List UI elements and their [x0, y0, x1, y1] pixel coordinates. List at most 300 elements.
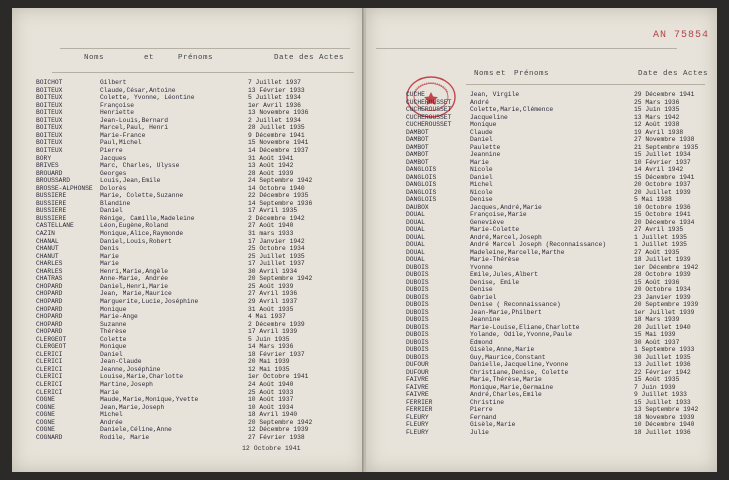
entry-act-date: 15 Juin 1935: [634, 106, 680, 113]
entry-given-names: Marie-France: [100, 131, 146, 139]
entry-surname: FERRIER: [406, 398, 433, 406]
entry-given-names: André: [470, 98, 489, 106]
entry-act-date: 20 Octobre 1937: [634, 181, 691, 188]
entry-surname: CLERICI: [36, 388, 63, 396]
entry-act-date: 20 Septembre 1942: [248, 275, 313, 283]
entry-act-date: 27 Avril 1935: [634, 226, 684, 233]
entry-act-date: 10 Octobre 1936: [634, 203, 691, 211]
entry-surname: DUBOIS: [406, 278, 429, 286]
entry-act-date: 5 Juin 1935: [248, 335, 290, 343]
entry-given-names: Jacques: [100, 154, 127, 162]
entry-surname: DOUAL: [406, 248, 425, 256]
entry-given-names: Daniel: [100, 207, 123, 215]
entry-given-names: Jean-Marie,Philbert: [470, 308, 542, 316]
entry-given-names: Dolorès: [100, 184, 127, 192]
entry-surname: DAMBOT: [406, 158, 429, 166]
entry-act-date: 24 Septembre 1942: [248, 177, 313, 185]
entry-surname: BUSSIERE: [36, 207, 67, 215]
entry-surname: CAZIN: [36, 230, 55, 237]
entry-given-names: Michel: [100, 411, 123, 419]
entry-surname: DUBOIS: [406, 338, 429, 346]
entry-act-date: 15 Août 1935: [634, 376, 680, 383]
entry-act-date: 29 Décembre 1941: [634, 91, 695, 98]
entry-given-names: Suzanne: [100, 320, 127, 328]
entry-act-date: 25 Août 1933: [248, 388, 294, 396]
entry-act-date: 10 Février 1937: [634, 158, 691, 166]
entry-surname: DAMBOT: [406, 136, 429, 143]
entry-given-names: Gisèle,Marie: [470, 421, 516, 428]
entry-surname: CHATRAS: [36, 275, 63, 283]
entry-act-date: 1er Décembre 1942: [634, 263, 699, 271]
entry-act-date: 20 Juillet 1940: [634, 323, 691, 331]
entry-surname: COGNE: [36, 426, 55, 434]
entry-surname: DOUAL: [406, 241, 425, 248]
entry-surname: DAUBOX: [406, 203, 429, 211]
entry-act-date: 21 Septembre 1935: [634, 143, 699, 151]
entry-given-names: Andrée: [100, 418, 123, 426]
entry-surname: DOUAL: [406, 226, 425, 233]
entry-act-date: 14 Octobre 1940: [248, 184, 305, 192]
entry-act-date: 13 Août 1942: [248, 162, 294, 170]
entry-act-date: 7 Juin 1939: [634, 383, 676, 391]
entry-surname: BOITEUX: [36, 146, 63, 154]
entry-given-names: Marc, Charles, Ulysse: [100, 162, 180, 170]
entry-surname: CHANUT: [36, 245, 59, 253]
entry-surname: DOUAL: [406, 211, 425, 218]
entry-act-date: 24 Août 1940: [248, 381, 294, 388]
entry-surname: BOITEUX: [36, 109, 63, 117]
entry-given-names: Jeanne,Joséphine: [100, 365, 161, 373]
entry-surname: DOUAL: [406, 256, 425, 263]
entry-given-names: Gabriel: [470, 293, 497, 301]
entry-surname: BROUSSARD: [36, 177, 71, 185]
entry-surname: BOICHOT: [36, 79, 63, 86]
entry-act-date: 30 Juillet 1935: [634, 353, 691, 361]
entry-surname: DUBOIS: [406, 293, 429, 301]
entry-act-date: 14 Mars 1936: [248, 343, 294, 351]
entry-act-date: 1er Juillet 1939: [634, 308, 695, 316]
entry-given-names: Georges: [100, 169, 127, 177]
entry-act-date: 28 Juillet 1935: [248, 124, 305, 132]
register-entry: [366, 428, 717, 437]
entry-surname: COGNE: [36, 396, 55, 404]
entry-given-names: Nicole: [470, 166, 493, 173]
entry-act-date: 18 Février 1937: [248, 350, 305, 358]
entry-surname: DUBOIS: [406, 308, 429, 316]
entry-act-date: 13 Septembre 1942: [634, 406, 699, 413]
entry-given-names: Jacqueline: [470, 113, 508, 121]
entry-given-names: Daniel: [470, 136, 493, 143]
entry-surname: BUSSIERE: [36, 214, 67, 222]
entry-given-names: Emile,Jules,Albert: [470, 271, 539, 278]
entry-given-names: André,Charles,Emile: [470, 391, 542, 398]
entry-given-names: Jean-Claude: [100, 358, 142, 366]
entry-surname: DUBOIS: [406, 346, 429, 353]
entry-given-names: Nicole: [470, 188, 493, 196]
entry-act-date: 27 Février 1938: [248, 433, 305, 441]
entry-surname: CUCHEROUSSET: [406, 121, 452, 128]
entry-given-names: Jean, Virgile: [470, 91, 520, 98]
entry-surname: BRIVES: [36, 162, 59, 170]
entry-given-names: Marie,Thérèse,Marie: [470, 376, 542, 383]
entry-act-date: 20 Octobre 1934: [634, 286, 691, 293]
entry-act-date: 5 Juillet 1934: [248, 94, 301, 102]
entry-surname: DUBOIS: [406, 301, 429, 308]
entry-given-names: Colette: [100, 335, 127, 343]
col-header-prenoms: Prénoms: [514, 70, 550, 78]
entry-act-date: 27 Avril 1936: [248, 290, 298, 298]
entry-given-names: Marie: [100, 388, 119, 396]
header-underline: [466, 84, 705, 85]
entry-surname: CHARLES: [36, 260, 63, 268]
entry-act-date: 5 Mai 1938: [634, 196, 672, 203]
entry-given-names: Danielle,Jacqueline,Yvonne: [470, 361, 569, 368]
entry-act-date: 15 Mai 1939: [634, 331, 676, 338]
entry-given-names: Yvonne: [470, 263, 493, 271]
entry-surname: BOITEUX: [36, 131, 63, 139]
col-header-noms: Noms: [474, 70, 495, 78]
entry-surname: DANGLOIS: [406, 173, 437, 181]
entry-given-names: Daniel,Louis,Robert: [100, 237, 172, 245]
entry-surname: FAIVRE: [406, 376, 429, 383]
entry-given-names: Rénige, Camille,Madeleine: [100, 214, 195, 222]
entry-act-date: 22 Février 1942: [634, 368, 691, 376]
entry-surname: DUBOIS: [406, 286, 429, 293]
entry-given-names: Jeannine: [470, 151, 501, 158]
entry-act-date: 25 Août 1939: [248, 282, 294, 290]
entry-act-date: 18 Juillet 1936: [634, 428, 691, 436]
entry-surname: CLERICI: [36, 365, 63, 373]
entry-surname: CHANAL: [36, 237, 59, 245]
entry-given-names: Daniel: [470, 173, 493, 181]
entry-surname: DUBOIS: [406, 271, 429, 278]
entry-surname: CHOPARD: [36, 328, 63, 336]
entry-given-names: Colette, Yvonne, Léontine: [100, 94, 195, 102]
entry-act-date: 2 Juillet 1934: [248, 116, 301, 124]
entry-surname: DUFOUR: [406, 368, 429, 376]
col-header-et: et: [496, 70, 507, 78]
col-header-date: Date des Actes: [274, 54, 345, 62]
entry-act-date: 15 Décembre 1941: [634, 173, 695, 181]
entry-given-names: Martine,Joseph: [100, 381, 153, 388]
entry-act-date: 9 Juillet 1933: [634, 391, 687, 398]
entry-act-date: 1 Juillet 1935: [634, 233, 687, 241]
entry-act-date: 18 Mars 1939: [634, 316, 680, 323]
entry-surname: CHANUT: [36, 252, 59, 260]
entry-surname: FLEURY: [406, 421, 429, 428]
entry-given-names: Marguerite,Lucie,Joséphine: [100, 297, 199, 305]
entry-given-names: Marie: [100, 252, 119, 260]
entry-surname: DANGLOIS: [406, 196, 437, 203]
entry-given-names: Marie-Thérèse: [470, 256, 520, 263]
entry-surname: CLERICI: [36, 381, 63, 388]
entry-act-date: 1er Octobre 1941: [248, 373, 309, 381]
entry-surname: FLEURY: [406, 413, 429, 421]
entry-surname: BOITEUX: [36, 101, 63, 109]
entry-act-date: 19 Avril 1938: [634, 128, 684, 136]
header-rule: [376, 48, 677, 49]
entry-surname: DUBOIS: [406, 353, 429, 361]
right-register-page: [366, 8, 717, 472]
entry-given-names: Monique: [470, 121, 497, 128]
entry-given-names: Edmond: [470, 338, 493, 346]
entry-surname: CHOPARD: [36, 297, 63, 305]
entry-given-names: Jean, Marie,Maurice: [100, 290, 172, 298]
entry-given-names: Marcel,Paul, Henri: [100, 124, 169, 132]
entry-act-date: 13 Mars 1942: [634, 113, 680, 121]
entry-surname: CHOPARD: [36, 305, 63, 313]
entry-act-date: 14 Décembre 1937: [248, 146, 309, 154]
entry-act-date: 2 Décembre 1939: [248, 320, 305, 328]
entry-act-date: 28 Août 1939: [248, 169, 294, 177]
entry-given-names: Christine: [470, 398, 505, 406]
entry-given-names: Françoise,Marie: [470, 211, 527, 218]
entry-given-names: Monique,Marie,Germaine: [470, 383, 554, 391]
entry-act-date: 12 Août 1938: [634, 121, 680, 128]
entry-act-date: 2 Décembre 1942: [248, 214, 305, 222]
entry-given-names: Jean,Marie,Joseph: [100, 403, 165, 411]
entry-given-names: Marie: [470, 158, 489, 166]
entry-act-date: 12 Mai 1935: [248, 365, 290, 373]
entry-surname: CUCHEROUSSET: [406, 98, 452, 106]
entry-given-names: Henri,Marie,Angèle: [100, 267, 169, 275]
entry-surname: COGNE: [36, 411, 55, 419]
entry-act-date: 25 Octobre 1934: [248, 245, 305, 253]
entry-surname: BOITEUX: [36, 116, 63, 124]
header-rule: [60, 48, 350, 49]
entry-given-names: Léon,Eugène,Roland: [100, 222, 169, 230]
entry-act-date: 10 Août 1934: [248, 403, 294, 411]
entry-act-date: 13 Juillet 1936: [634, 361, 691, 368]
entry-surname: DANGLOIS: [406, 188, 437, 196]
register-entry: [12, 433, 364, 442]
entry-surname: BROUARD: [36, 169, 63, 177]
entry-surname: BORY: [36, 154, 52, 162]
entry-given-names: Marie-Louise,Eliane,Charlotte: [470, 323, 580, 331]
entry-given-names: Madeleine,Marcelle,Marthe: [470, 248, 565, 256]
entry-surname: CLERGEOT: [36, 343, 67, 351]
footer-date: 12 Octobre 1941: [242, 445, 301, 452]
entry-act-date: 30 Avril 1934: [248, 267, 298, 275]
entry-given-names: Monique: [100, 343, 127, 351]
entry-surname: CUCHEROUSSET: [406, 113, 452, 121]
entry-act-date: 18 Juillet 1939: [634, 256, 691, 263]
entry-act-date: 7 Juillet 1937: [248, 79, 301, 86]
entry-act-date: 9 Décembre 1941: [248, 131, 305, 139]
entry-given-names: Claude: [470, 128, 493, 136]
entry-given-names: Julie: [470, 428, 489, 436]
entry-given-names: Michel: [470, 181, 493, 188]
entry-act-date: 17 Juillet 1937: [248, 260, 305, 268]
entry-act-date: 31 Août 1935: [248, 305, 294, 313]
entry-given-names: Gilbert: [100, 79, 127, 86]
entry-surname: CLERGEOT: [36, 335, 67, 343]
entry-surname: DUBOIS: [406, 316, 429, 323]
entry-act-date: 27 Août 1935: [634, 248, 680, 256]
entry-given-names: Marie: [100, 260, 119, 268]
entry-surname: BUSSIERE: [36, 199, 67, 207]
entry-surname: CHOPARD: [36, 282, 63, 290]
entry-act-date: 13 Novembre 1936: [248, 109, 309, 117]
entry-surname: CASTELLANE: [36, 222, 74, 230]
entry-act-date: 25 Mars 1936: [634, 98, 680, 106]
entry-given-names: Jean-Louis,Bernard: [100, 116, 169, 124]
entry-given-names: Denise, Emile: [470, 278, 520, 286]
entry-given-names: André,Marcel,Joseph: [470, 233, 542, 241]
entry-given-names: Louis,Jean,Emile: [100, 177, 161, 185]
col-header-et: et: [144, 54, 155, 62]
entry-given-names: Henriette: [100, 109, 135, 117]
entry-given-names: Jacques,André,Marie: [470, 203, 542, 211]
entry-act-date: 29 Avril 1937: [248, 297, 298, 305]
entry-given-names: Claude,César,Antoine: [100, 86, 176, 94]
entry-surname: DAMBOT: [406, 151, 429, 158]
entry-given-names: Geneviève: [470, 218, 505, 226]
entry-given-names: Marie, Colette,Suzanne: [100, 192, 184, 200]
entry-surname: DUBOIS: [406, 323, 429, 331]
entry-act-date: 20 Décembre 1934: [634, 218, 695, 226]
entry-act-date: 15 Novembre 1941: [248, 139, 309, 147]
col-header-noms: Noms: [84, 54, 105, 62]
entry-given-names: Anne-Marie, Andrée: [100, 275, 169, 283]
entry-surname: CHOPARD: [36, 320, 63, 328]
entry-surname: CUCHEROUSSET: [406, 106, 452, 113]
entry-given-names: Christiane,Denise, Colette: [470, 368, 569, 376]
entry-surname: DOUAL: [406, 218, 425, 226]
entry-given-names: Jeannine: [470, 316, 501, 323]
entry-act-date: 20 Mai 1939: [248, 358, 290, 366]
entry-given-names: Marie-Colette: [470, 226, 520, 233]
entry-surname: CHOPARD: [36, 313, 63, 321]
entry-act-date: 28 Octobre 1939: [634, 271, 691, 278]
entry-surname: FAIVRE: [406, 383, 429, 391]
entry-given-names: Paulette: [470, 143, 501, 151]
entry-given-names: Monique: [100, 305, 127, 313]
entry-given-names: Louise,Marie,Charlotte: [100, 373, 184, 381]
entry-surname: BOITEUX: [36, 124, 63, 132]
entry-surname: CLERICI: [36, 373, 63, 381]
entry-given-names: Maude,Marie,Monique,Yvette: [100, 396, 199, 404]
left-register-page: [12, 8, 364, 472]
entry-given-names: Denise: [470, 196, 493, 203]
entry-given-names: Fernand: [470, 413, 497, 421]
entry-act-date: 4 Mai 1937: [248, 313, 286, 321]
entry-act-date: 27 Août 1940: [248, 222, 294, 230]
entry-surname: DUBOIS: [406, 263, 429, 271]
entry-given-names: Guy,Maurice,Constant: [470, 353, 546, 361]
entry-act-date: 17 Avril 1939: [248, 328, 298, 336]
entry-given-names: Paul,Michel: [100, 139, 142, 147]
entry-act-date: 20 Septembre 1942: [248, 418, 313, 426]
entry-given-names: Daniel,Henri,Marie: [100, 282, 169, 290]
entry-act-date: 15 Juillet 1933: [634, 398, 691, 406]
entry-surname: BOITEUX: [36, 94, 63, 102]
entry-given-names: Blandine: [100, 199, 131, 207]
entry-given-names: Denis: [100, 245, 119, 253]
entry-surname: BUSSIERE: [36, 192, 67, 200]
entry-act-date: 15 Août 1936: [634, 278, 680, 286]
entry-act-date: 10 Décembre 1940: [634, 421, 695, 428]
entry-act-date: 17 Janvier 1942: [248, 237, 305, 245]
entry-given-names: Rodile, Marie: [100, 433, 150, 441]
entry-given-names: Monique,Alice,Raymonde: [100, 230, 184, 237]
entry-act-date: 22 Décembre 1935: [248, 192, 309, 200]
col-header-date: Date des Actes: [638, 70, 709, 78]
entry-surname: CLERICI: [36, 358, 63, 366]
entry-surname: CUCHE: [406, 91, 425, 98]
entry-given-names: Yolande, Odile,Yvonne,Paule: [470, 331, 573, 338]
header-underline: [52, 72, 354, 73]
entry-given-names: Denise: [470, 286, 493, 293]
entry-act-date: 20 Septembre 1939: [634, 301, 699, 308]
entry-surname: CHOPARD: [36, 290, 63, 298]
entry-surname: DOUAL: [406, 233, 425, 241]
entry-surname: FAIVRE: [406, 391, 429, 398]
archive-reference: AN 75854: [652, 30, 709, 41]
entry-surname: DANGLOIS: [406, 166, 437, 173]
entry-given-names: Pierre: [470, 406, 493, 413]
entry-given-names: Marie-Ange: [100, 313, 138, 321]
entry-surname: BOITEUX: [36, 86, 63, 94]
entry-act-date: 25 Juillet 1935: [248, 252, 305, 260]
col-header-prenoms: Prénoms: [178, 54, 214, 62]
entry-act-date: 20 Juillet 1939: [634, 188, 691, 196]
entry-act-date: 27 Novembre 1938: [634, 136, 695, 143]
entry-surname: DANGLOIS: [406, 181, 437, 188]
entry-act-date: 1 Juillet 1935: [634, 241, 687, 248]
entry-given-names: Gisèle,Anne,Marie: [470, 346, 535, 353]
entry-given-names: Denise ( Reconnaissance): [470, 301, 561, 308]
entry-act-date: 1 Septembre 1933: [634, 346, 695, 353]
entry-act-date: 14 Avril 1942: [634, 166, 684, 173]
entry-given-names: Colette,Marie,Clémence: [470, 106, 554, 113]
entry-surname: BOITEUX: [36, 139, 63, 147]
entry-given-names: Thérèse: [100, 328, 127, 336]
entry-given-names: Daniele,Céline,Anne: [100, 426, 172, 434]
entry-act-date: 1er Avril 1936: [248, 101, 301, 109]
entry-act-date: 13 Février 1933: [248, 86, 305, 94]
entry-act-date: 31 mars 1933: [248, 230, 294, 237]
entry-act-date: 15 Juillet 1934: [634, 151, 691, 158]
entry-act-date: 18 Novembre 1939: [634, 413, 695, 421]
entry-act-date: 30 Août 1937: [634, 338, 680, 346]
entry-act-date: 18 Avril 1940: [248, 411, 298, 419]
entry-given-names: Pierre: [100, 146, 123, 154]
entry-surname: DAMBOT: [406, 143, 429, 151]
entry-surname: DUBOIS: [406, 331, 429, 338]
entry-surname: COGNE: [36, 403, 55, 411]
entry-act-date: 14 Septembre 1936: [248, 199, 313, 207]
entry-surname: FERRIER: [406, 406, 433, 413]
entry-surname: CLERICI: [36, 350, 63, 358]
entry-surname: COGNARD: [36, 433, 63, 441]
entry-surname: DUFOUR: [406, 361, 429, 368]
entry-surname: FLEURY: [406, 428, 429, 436]
entry-act-date: 23 Janvier 1939: [634, 293, 691, 301]
entry-given-names: Françoise: [100, 101, 135, 109]
entry-act-date: 31 Août 1941: [248, 154, 294, 162]
entry-act-date: 10 Août 1937: [248, 396, 294, 404]
entry-surname: COGNE: [36, 418, 55, 426]
entry-surname: DAMBOT: [406, 128, 429, 136]
entry-surname: BROSSE-ALPHONSE: [36, 184, 93, 192]
entry-act-date: 15 Octobre 1941: [634, 211, 691, 218]
entry-given-names: André Marcel Joseph (Reconnaissance): [470, 241, 607, 248]
entry-surname: CHARLES: [36, 267, 63, 275]
entry-given-names: Daniel: [100, 350, 123, 358]
entry-act-date: 17 Avril 1935: [248, 207, 298, 215]
entry-act-date: 12 Décembre 1939: [248, 426, 309, 434]
